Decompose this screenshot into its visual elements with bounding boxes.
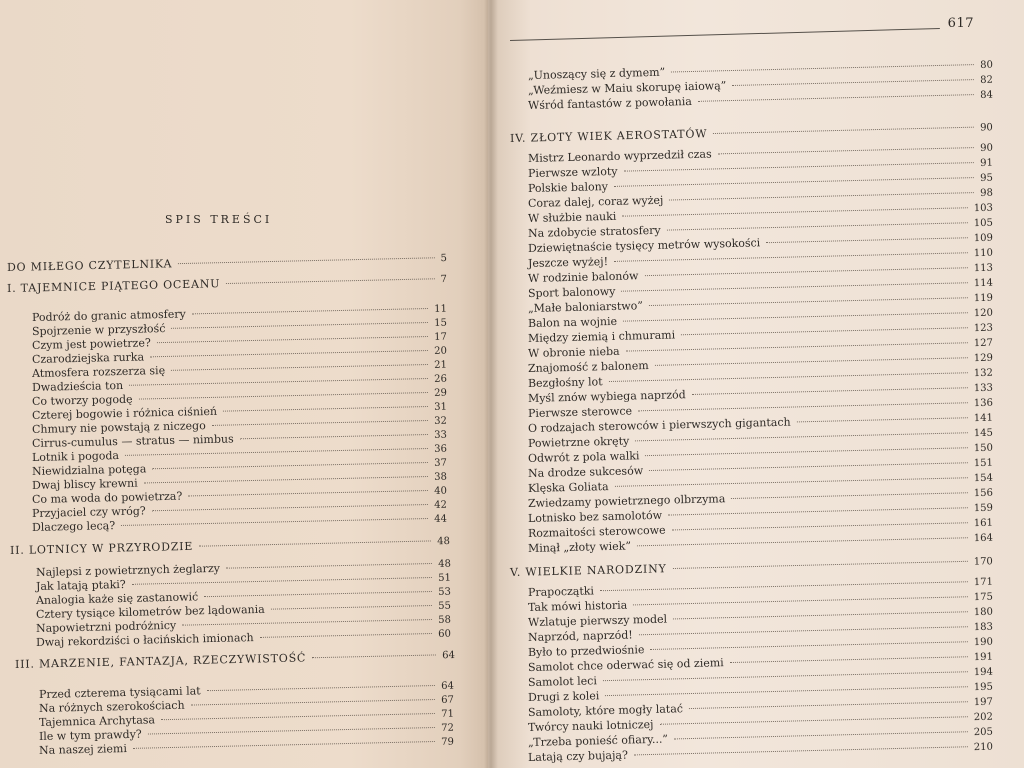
dot-leader (673, 561, 968, 569)
dot-leader (672, 522, 968, 530)
toc-entry-page: 159 (973, 502, 994, 515)
toc-entry-label: Podróż do granic atmosfery (31, 307, 186, 324)
toc-section-heading (15, 648, 455, 672)
toc-entry-label: Minął „złoty wiek” (527, 539, 632, 555)
toc-entry-page: 175 (973, 591, 994, 604)
dot-leader (132, 577, 432, 585)
toc-entry-label: Samoloty, które mogły latać (527, 702, 684, 719)
toc-entry-label: Na zdobycie stratosfery (527, 223, 661, 240)
toc-entry-label: Czterej bogowie i różnica ciśnień (31, 404, 218, 422)
toc-entry-label: Jak latają ptaki? (35, 577, 126, 593)
dot-leader (615, 477, 968, 487)
toc-entry-page: 17 (434, 331, 448, 343)
toc-entry-page: 90 (980, 122, 994, 134)
toc-section-heading (7, 272, 447, 296)
left-page (0, 0, 500, 768)
toc-entry-label: Wśród fantastów z powołania (527, 94, 693, 112)
toc-entry-page: 98 (980, 187, 994, 199)
dot-leader (633, 596, 968, 605)
dot-leader (698, 94, 974, 102)
toc-title: SPIS TREŚCI (165, 213, 273, 226)
toc-entry-page: 119 (973, 292, 994, 305)
dot-leader (139, 392, 429, 400)
dot-leader (621, 282, 967, 291)
toc-entry-page: 20 (434, 345, 448, 357)
dot-leader (671, 64, 974, 72)
toc-entry-label: Lotnik i pogoda (31, 449, 120, 464)
dot-leader (148, 727, 435, 735)
dot-leader (603, 671, 968, 681)
dot-leader (731, 492, 967, 499)
toc-entry-page: 202 (973, 711, 994, 724)
dot-leader (797, 417, 968, 422)
dot-leader (223, 406, 428, 412)
dot-leader (638, 402, 968, 411)
toc-entry-label: Tajemnica Archytasa (38, 713, 156, 729)
dot-leader (152, 504, 428, 511)
dot-leader (655, 357, 968, 366)
dot-leader (639, 626, 968, 635)
toc-entry-page: 129 (973, 352, 994, 365)
toc-entry-page: 132 (973, 367, 994, 380)
toc-entry-page: 21 (434, 359, 448, 371)
toc-entry-label: „Weźmiesz w Maiu skorupę iaiową” (527, 79, 727, 97)
dot-leader (204, 591, 432, 597)
dot-leader (614, 252, 968, 262)
dot-leader (129, 378, 428, 386)
toc-entry-label: O rodzajach sterowców i pierwszych gigantach (527, 415, 791, 435)
toc-entry-page: 123 (973, 322, 994, 335)
dot-leader (178, 257, 434, 264)
dot-leader (271, 605, 432, 610)
dot-leader (192, 308, 428, 314)
toc-entry-page: 38 (434, 471, 448, 483)
toc-entry-label: Lotnisko bez samolotów (527, 508, 663, 525)
dot-leader (650, 641, 967, 650)
toc-entry-label: I. TAJEMNICE PIĄTEGO OCEANU (6, 277, 221, 295)
toc-entry-page: 48 (437, 536, 451, 548)
toc-entry-page: 91 (980, 157, 994, 169)
dot-leader (730, 656, 968, 663)
dot-leader (133, 741, 435, 749)
toc-entry-label: Przed czterema tysiącami lat (38, 684, 201, 701)
page-number: 617 (947, 16, 974, 31)
dot-leader (212, 420, 428, 426)
dot-leader (635, 432, 968, 441)
toc-entry-label: II. LOTNICY W PRZYRODZIE (9, 539, 194, 557)
dot-leader (605, 686, 967, 696)
toc-entry-label: Latają czy bujają? (527, 748, 629, 764)
dot-leader (240, 434, 429, 439)
toc-entry-page: 36 (434, 443, 448, 455)
dot-leader (692, 387, 968, 395)
toc-entry-label: Samolot leci (527, 674, 598, 689)
toc-entry-page: 72 (441, 722, 455, 734)
dot-leader (649, 297, 968, 306)
toc-entry-page: 7 (440, 274, 448, 286)
toc-entry-page: 51 (438, 572, 452, 584)
toc-entry-label: „Trzeba ponieść ofiary...” (527, 732, 669, 749)
dot-leader (182, 619, 432, 626)
toc-entry-label: Było to przedwiośnie (527, 643, 645, 659)
toc-entry-label: Między ziemią i chmurami (527, 328, 676, 345)
toc-entry-page: 31 (434, 401, 448, 413)
toc-entry-label: W rodzinie balonów (527, 269, 639, 285)
toc-entry-label: Bezgłośny lot (527, 375, 603, 390)
toc-entry-page: 103 (973, 202, 994, 215)
toc-entry-page: 145 (973, 427, 994, 440)
toc-entry-label: Samolot chce oderwać się od ziemi (527, 656, 724, 674)
dot-leader (668, 507, 968, 515)
toc-entry-label: Cztery tysiące kilometrów bez lądowania (35, 602, 265, 621)
toc-entry-page: 48 (438, 558, 452, 570)
toc-entry-label: „Unoszący się z dymem” (527, 65, 666, 82)
dot-leader (144, 476, 428, 483)
toc-entry-page: 80 (980, 59, 994, 71)
toc-entry-label: Najlepsi z powietrznych żeglarzy (35, 561, 221, 579)
dot-leader (669, 192, 974, 200)
dot-leader (681, 327, 968, 335)
toc-entry-label: Coraz dalej, coraz wyżej (527, 193, 664, 210)
toc-entry-label: W służbie nauki (527, 209, 617, 225)
toc-entry-label: Klęska Goliata (527, 480, 609, 495)
dot-leader (125, 448, 428, 456)
toc-entry-page: 161 (973, 517, 994, 530)
toc-entry-label: Dlaczego lecą? (31, 519, 116, 534)
toc-entry-label: Balon na wojnie (527, 314, 618, 330)
dot-leader (659, 716, 967, 725)
toc-entry-label: Mistrz Leonardo wyprzedził czas (527, 147, 712, 165)
toc-entry-page: 5 (440, 253, 448, 265)
header-rule (510, 28, 940, 41)
toc-entry-label: Odwrót z pola walki (527, 449, 640, 465)
dot-leader (713, 127, 974, 134)
dot-leader (226, 563, 432, 569)
dot-leader (157, 336, 428, 343)
dot-leader (171, 322, 428, 329)
toc-entry-page: 150 (973, 442, 994, 455)
toc-entry-label: Analogia każe się zastanowić (35, 590, 199, 607)
toc-entry-label: Jeszcze wyżej! (527, 255, 609, 270)
toc-entry-label: Wzlatuje pierwszy model (527, 612, 668, 629)
toc-entry-page: 205 (973, 726, 994, 739)
toc-entry-label: Napowietrzni podróżnicy (35, 618, 177, 635)
toc-entry-page: 171 (973, 576, 994, 589)
toc-entry-page: 190 (973, 636, 994, 649)
dot-leader (191, 699, 436, 706)
toc-entry-label: „Małe baloniarstwo” (527, 299, 644, 315)
toc-entry-page: 82 (980, 74, 994, 86)
toc-entry-label: Dwaj rekordziści o łacińskich imionach (35, 631, 254, 649)
toc-entry-page: 55 (438, 600, 452, 612)
toc-entry-page: 11 (434, 303, 448, 315)
toc-entry-label: Chmury nie powstają z niczego (31, 419, 206, 436)
toc-entry-page: 60 (438, 628, 452, 640)
toc-entry-label: Myśl znów wybiega naprzód (527, 388, 686, 405)
toc-entry-page: 136 (973, 397, 994, 410)
toc-entry-label: V. WIELKIE NARODZINY (509, 562, 667, 579)
toc-entry-label: Drugi z kolei (527, 689, 600, 704)
dot-leader (614, 177, 974, 187)
toc-entry-label: W obronie nieba (527, 344, 620, 360)
dot-leader (626, 342, 968, 351)
dot-leader (673, 611, 968, 619)
dot-leader (644, 267, 967, 276)
toc-entry-label: Naprzód, naprzód! (527, 628, 633, 644)
dot-leader (600, 581, 968, 591)
toc-entry-label: Pierwsze wzloty (527, 164, 618, 180)
dot-leader (622, 207, 967, 216)
toc-entry-label: Czarodziejska rurka (31, 350, 145, 366)
toc-entry-page: 37 (434, 457, 448, 469)
dot-leader (623, 312, 968, 321)
toc-entry-page: 113 (973, 262, 994, 275)
toc-section-heading (10, 534, 450, 558)
book-gutter (484, 0, 498, 768)
toc-entry-label: DO MIŁEGO CZYTELNIKA (6, 257, 173, 274)
dot-leader (260, 633, 432, 638)
toc-entry-page: 210 (973, 741, 994, 754)
toc-entry-page: 79 (441, 736, 455, 748)
toc-entry-label: Dwaj bliscy krewni (31, 476, 138, 492)
toc-entry-label: Na drodze sukcesów (527, 464, 644, 480)
toc-entry-page: 127 (973, 337, 994, 350)
toc-entry-page: 156 (973, 487, 994, 500)
toc-entry-label: Polskie balony (527, 180, 609, 195)
toc-entry-page: 170 (973, 556, 994, 568)
toc-entry-page: 32 (434, 415, 448, 427)
toc-entry-page: 90 (980, 142, 994, 154)
dot-leader (689, 701, 968, 709)
dot-leader (171, 364, 428, 371)
toc-entry-label: Niewidzialna potęga (31, 462, 147, 478)
toc-entry-page: 40 (434, 485, 448, 497)
dot-leader (207, 685, 436, 691)
toc-entry-page: 58 (438, 614, 452, 626)
toc-entry-page: 141 (973, 412, 994, 425)
dot-leader (732, 79, 974, 86)
dot-leader (766, 237, 968, 243)
toc-entry-page: 95 (980, 172, 994, 184)
dot-leader (150, 350, 428, 357)
toc-entry-label: Powietrzne okręty (527, 434, 630, 450)
dot-leader (188, 490, 428, 496)
dot-leader (152, 462, 428, 469)
toc-entry-label: Pierwsze sterowce (527, 404, 633, 420)
toc-entry-page: 197 (973, 696, 994, 709)
toc-entry-page: 71 (441, 708, 455, 720)
dot-leader (226, 278, 434, 284)
dot-leader (312, 654, 436, 658)
toc-entry-page: 151 (973, 457, 994, 470)
toc-entry-label: Co ma woda do powietrza? (31, 489, 183, 506)
dot-leader (634, 746, 968, 755)
toc-entry-page: 183 (973, 621, 994, 634)
toc-entry-page: 84 (980, 89, 994, 101)
toc-entry-page: 195 (973, 681, 994, 694)
toc-entry-page: 29 (434, 387, 448, 399)
dot-leader (637, 537, 968, 546)
toc-entry-page: 33 (434, 429, 448, 441)
toc-entry-label: Twórcy nauki lotniczej (527, 717, 654, 734)
toc-entry-page: 191 (973, 651, 994, 664)
toc-entry-page: 114 (973, 277, 994, 290)
dot-leader (121, 518, 428, 526)
toc-entry-label: Tak mówi historia (527, 598, 628, 614)
dot-leader (667, 222, 968, 230)
toc-entry-page: 109 (973, 232, 994, 245)
toc-entry-label: Co tworzy pogodę (31, 392, 133, 408)
toc-entry-label: Na naszej ziemi (38, 742, 128, 757)
toc-entry-page: 26 (434, 373, 448, 385)
toc-entry-label: Zwiedzamy powietrznego olbrzyma (527, 492, 726, 510)
right-page (488, 0, 1024, 768)
toc-entry-page: 120 (973, 307, 994, 320)
toc-entry-label: Ile w tym prawdy? (38, 727, 142, 743)
toc-entry-page: 15 (434, 317, 448, 329)
dot-leader (199, 540, 431, 546)
toc-entry-label: III. MARZENIE, FANTAZJA, RZECZYWISTOŚĆ (14, 651, 307, 671)
toc-entry-label: Na różnych szerokościach (38, 698, 185, 715)
toc-entry-page: 180 (973, 606, 994, 619)
toc-entry-page: 64 (442, 650, 456, 662)
toc-entry-label: Atmosfera rozszerza się (31, 363, 166, 380)
dot-leader (161, 713, 435, 720)
dot-leader (609, 372, 968, 382)
dot-leader (649, 462, 968, 471)
toc-entry-label: Cirrus-cumulus — stratus — nimbus (31, 432, 234, 450)
dot-leader (645, 447, 967, 456)
toc-section-heading (7, 251, 447, 275)
toc-entry-label: Rozmaitości sterowcowe (527, 523, 666, 540)
dot-leader (674, 731, 968, 739)
toc-entry-label: Sport balonowy (527, 284, 616, 300)
toc-entry-label: Przyjaciel czy wróg? (31, 504, 146, 520)
toc-entry-label: Dwadzieścia ton (31, 378, 124, 394)
dot-leader (623, 162, 974, 172)
toc-entry-page: 105 (973, 217, 994, 230)
toc-entry-label: Dziewiętnaście tysięcy metrów wysokości (527, 236, 761, 255)
toc-entry-page: 194 (973, 666, 994, 679)
toc-entry-page: 64 (441, 680, 455, 692)
toc-entry-page: 133 (973, 382, 994, 395)
toc-entry-page: 53 (438, 586, 452, 598)
toc-entry-label: IV. ZŁOTY WIEK AEROSTATÓW (509, 127, 708, 145)
toc-entry-label: Spojrzenie w przyszłość (31, 321, 166, 338)
toc-entry-page: 44 (434, 513, 448, 525)
toc-entry-label: Prapoczątki (527, 584, 595, 599)
toc-entry-label: Znajomość z balonem (527, 359, 649, 375)
dot-leader (718, 147, 974, 154)
toc-entry-page: 154 (973, 472, 994, 485)
toc-entry-page: 164 (973, 532, 994, 545)
toc-entry-page: 42 (434, 499, 448, 511)
toc-entry-page: 67 (441, 694, 455, 706)
toc-entry-label: Czym jest powietrze? (31, 336, 151, 352)
toc-entry-page: 110 (973, 247, 994, 260)
